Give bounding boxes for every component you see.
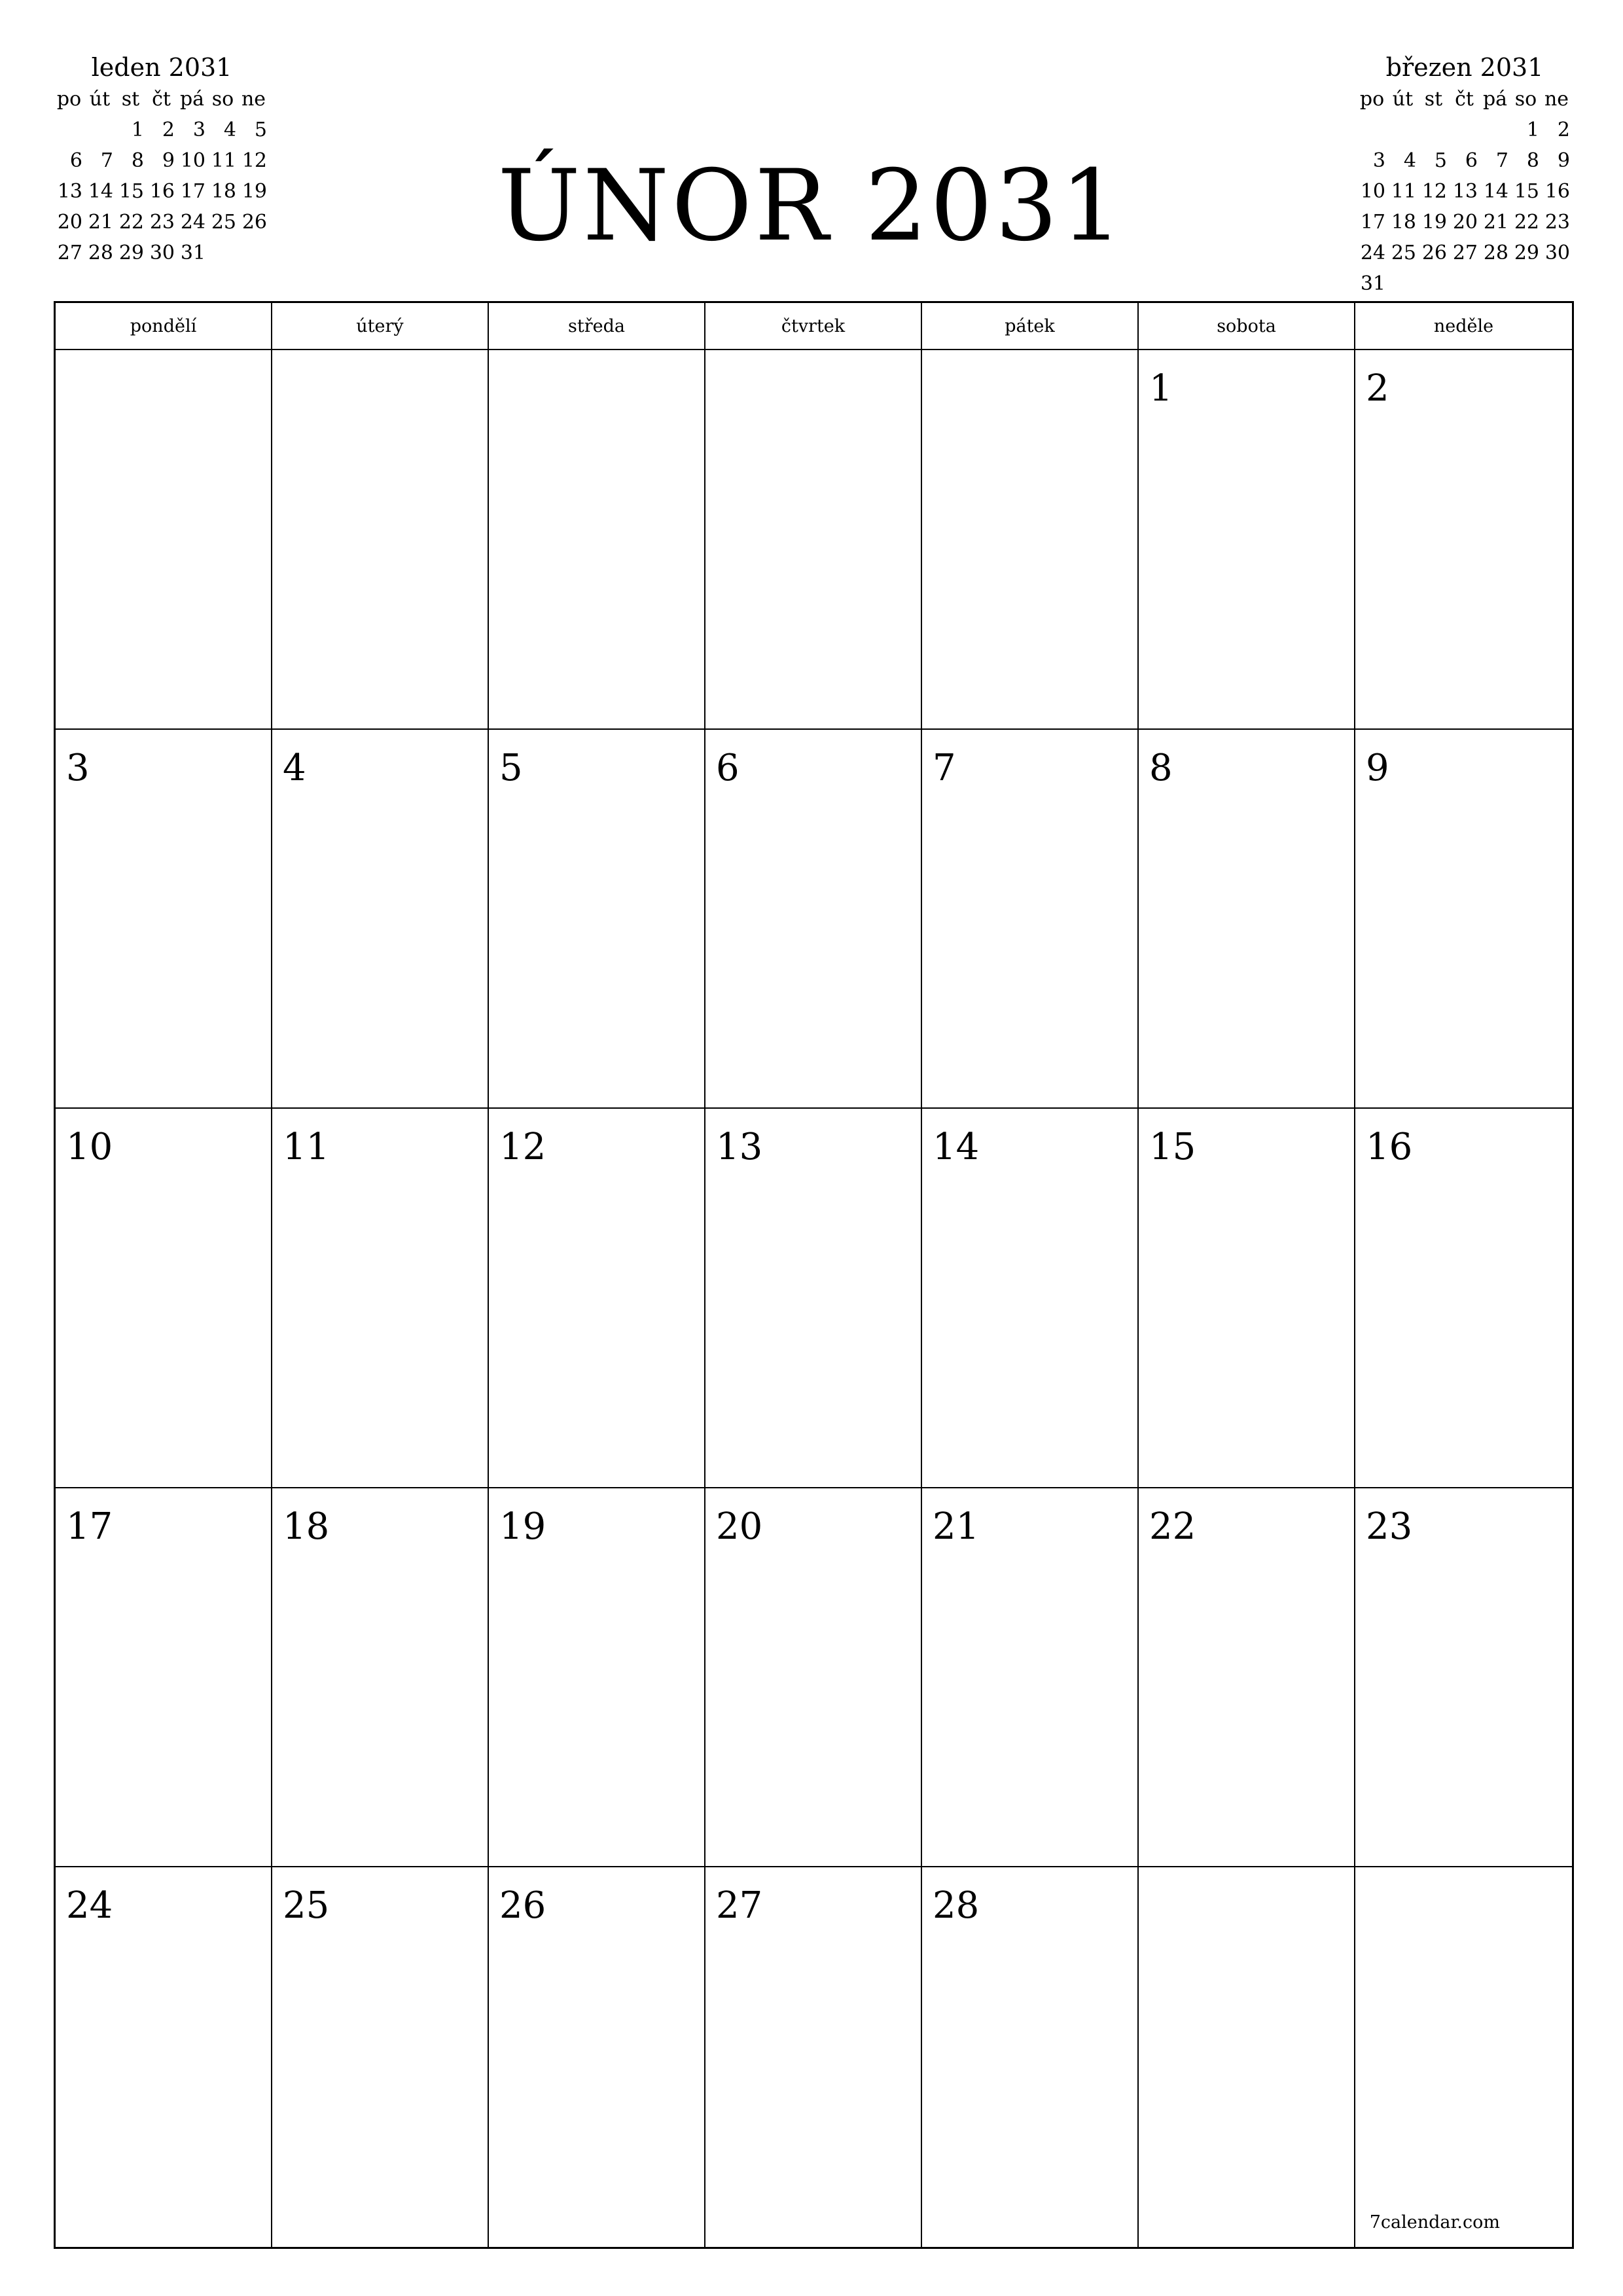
weekday-header: pondělí — [56, 303, 272, 350]
day-cell[interactable] — [922, 1488, 1139, 1868]
mini-day: 7 — [100, 149, 113, 172]
day-cell[interactable] — [489, 1109, 705, 1488]
day-number: 4 — [283, 746, 306, 789]
mini-day: 6 — [69, 149, 82, 172]
day-cell[interactable] — [56, 730, 272, 1109]
mini-day: 14 — [88, 180, 113, 203]
mini-day: 10 — [180, 149, 205, 172]
mini-calendar-next-month — [1357, 51, 1573, 299]
mini-day: 9 — [162, 149, 175, 172]
mini-day: 31 — [180, 242, 205, 264]
mini-day: 16 — [1544, 180, 1570, 203]
mini-day: 17 — [180, 180, 205, 203]
mini-day: 8 — [131, 149, 144, 172]
mini-day: 25 — [1391, 242, 1416, 264]
mini-day: 27 — [1452, 242, 1478, 264]
mini-day: 3 — [1372, 149, 1385, 172]
day-cell[interactable] — [1355, 1109, 1572, 1488]
mini-day: 4 — [1403, 149, 1416, 172]
mini-calendar-grid — [1357, 84, 1573, 299]
mini-day: 29 — [118, 242, 144, 264]
day-number: 21 — [933, 1505, 980, 1548]
mini-weekday-header: st — [121, 88, 140, 111]
mini-weekday-header: čt — [152, 88, 171, 111]
day-number: 5 — [499, 746, 523, 789]
day-cell[interactable] — [922, 350, 1139, 730]
mini-day: 29 — [1514, 242, 1539, 264]
day-cell[interactable] — [272, 1867, 489, 2247]
day-number: 10 — [66, 1126, 113, 1169]
mini-weekday-header: pá — [1482, 88, 1508, 111]
day-cell[interactable] — [1355, 350, 1572, 730]
mini-day: 22 — [118, 211, 144, 234]
mini-day: 11 — [211, 149, 236, 172]
weekday-header: čtvrtek — [705, 303, 922, 350]
mini-day: 11 — [1391, 180, 1416, 203]
day-number: 8 — [1149, 746, 1173, 789]
day-number: 24 — [66, 1884, 113, 1928]
mini-day: 18 — [1391, 211, 1416, 234]
mini-day: 26 — [1421, 242, 1447, 264]
mini-day: 7 — [1495, 149, 1508, 172]
day-cell[interactable] — [1355, 730, 1572, 1109]
mini-day: 25 — [211, 211, 236, 234]
mini-weekday-header: so — [211, 88, 234, 111]
mini-day — [1480, 115, 1510, 145]
day-number: 25 — [283, 1884, 330, 1928]
mini-day — [1418, 115, 1449, 145]
mini-day: 31 — [1360, 272, 1385, 295]
mini-day: 21 — [88, 211, 113, 234]
mini-day: 10 — [1360, 180, 1385, 203]
day-number: 2 — [1366, 367, 1389, 410]
mini-day: 30 — [1544, 242, 1570, 264]
day-cell[interactable] — [1139, 1109, 1355, 1488]
day-cell[interactable] — [922, 1867, 1139, 2247]
day-cell[interactable] — [56, 1867, 272, 2247]
mini-day: 13 — [1452, 180, 1478, 203]
day-cell[interactable] — [1139, 1867, 1355, 2247]
mini-calendar-title: březen 2031 — [1385, 53, 1544, 82]
mini-day: 12 — [241, 149, 267, 172]
day-number: 14 — [933, 1126, 980, 1169]
weekday-header: neděle — [1355, 303, 1572, 350]
day-number: 22 — [1149, 1505, 1196, 1548]
mini-day: 23 — [149, 211, 175, 234]
mini-day: 28 — [88, 242, 113, 264]
day-number: 11 — [283, 1126, 330, 1169]
mini-day: 14 — [1483, 180, 1508, 203]
day-cell[interactable] — [56, 350, 272, 730]
mini-day: 28 — [1483, 242, 1508, 264]
day-number: 3 — [66, 746, 90, 789]
day-cell[interactable] — [56, 1109, 272, 1488]
mini-calendar-previous-month — [54, 51, 270, 268]
mini-day: 19 — [1421, 211, 1447, 234]
mini-day — [1449, 115, 1480, 145]
day-cell[interactable] — [489, 1867, 705, 2247]
day-cell[interactable] — [705, 1867, 922, 2247]
mini-day: 6 — [1465, 149, 1478, 172]
day-cell[interactable] — [705, 350, 922, 730]
page-title: ÚNOR 2031 — [497, 149, 1126, 263]
mini-weekday-header: ne — [241, 88, 266, 111]
mini-weekday-header: čt — [1455, 88, 1474, 111]
mini-weekday-header: út — [1392, 88, 1414, 111]
mini-day: 1 — [131, 118, 144, 141]
mini-day: 2 — [1557, 118, 1570, 141]
weekday-header: sobota — [1139, 303, 1355, 350]
mini-calendar-grid — [54, 84, 270, 268]
mini-weekday-header: po — [1359, 88, 1385, 111]
mini-day — [54, 115, 84, 145]
mini-day: 16 — [149, 180, 175, 203]
day-number: 1 — [1149, 367, 1173, 410]
mini-weekday-header: ne — [1544, 88, 1569, 111]
mini-day: 20 — [1452, 211, 1478, 234]
mini-day: 27 — [57, 242, 82, 264]
weekday-header: úterý — [272, 303, 489, 350]
mini-day — [84, 115, 115, 145]
mini-day: 19 — [241, 180, 267, 203]
mini-day: 8 — [1526, 149, 1539, 172]
mini-day: 13 — [57, 180, 82, 203]
mini-day: 18 — [211, 180, 236, 203]
day-number: 13 — [716, 1126, 763, 1169]
month-grid — [54, 301, 1574, 2249]
day-cell[interactable] — [489, 350, 705, 730]
day-cell[interactable] — [1139, 730, 1355, 1109]
day-number: 7 — [933, 746, 956, 789]
mini-day: 26 — [241, 211, 267, 234]
day-number: 26 — [499, 1884, 546, 1928]
day-cell[interactable] — [489, 1488, 705, 1868]
day-number: 27 — [716, 1884, 763, 1928]
mini-day: 23 — [1544, 211, 1570, 234]
mini-day: 22 — [1514, 211, 1539, 234]
mini-day: 5 — [1434, 149, 1447, 172]
mini-day: 30 — [149, 242, 175, 264]
day-cell[interactable] — [272, 1109, 489, 1488]
mini-day: 5 — [254, 118, 267, 141]
day-cell[interactable] — [56, 1488, 272, 1868]
mini-day: 17 — [1360, 211, 1385, 234]
day-cell[interactable] — [1139, 350, 1355, 730]
day-number: 28 — [933, 1884, 980, 1928]
mini-day: 20 — [57, 211, 82, 234]
mini-day: 24 — [1360, 242, 1385, 264]
mini-weekday-header: so — [1514, 88, 1537, 111]
mini-day — [1357, 115, 1387, 145]
day-number: 6 — [716, 746, 740, 789]
mini-day — [1387, 115, 1418, 145]
day-number: 9 — [1366, 746, 1389, 789]
day-number: 23 — [1366, 1505, 1413, 1548]
day-number: 15 — [1149, 1126, 1196, 1169]
day-number: 18 — [283, 1505, 330, 1548]
mini-weekday-header: út — [89, 88, 111, 111]
day-cell[interactable] — [1355, 1867, 1572, 2247]
day-cell[interactable] — [1355, 1488, 1572, 1868]
mini-day: 1 — [1526, 118, 1539, 141]
weekday-header: pátek — [922, 303, 1139, 350]
mini-weekday-header: po — [56, 88, 82, 111]
weekday-header: středa — [489, 303, 705, 350]
day-cell[interactable] — [705, 1109, 922, 1488]
day-cell[interactable] — [272, 730, 489, 1109]
mini-day: 21 — [1483, 211, 1508, 234]
mini-weekday-header: st — [1424, 88, 1443, 111]
mini-day: 9 — [1557, 149, 1570, 172]
mini-calendar-title: leden 2031 — [91, 53, 232, 82]
day-cell[interactable] — [705, 1488, 922, 1868]
day-number: 19 — [499, 1505, 546, 1548]
mini-day: 12 — [1421, 180, 1447, 203]
mini-day: 24 — [180, 211, 205, 234]
day-cell[interactable] — [272, 350, 489, 730]
day-number: 16 — [1366, 1126, 1413, 1169]
mini-day: 2 — [162, 118, 175, 141]
day-cell[interactable] — [922, 730, 1139, 1109]
day-number: 20 — [716, 1505, 763, 1548]
day-number: 17 — [66, 1505, 113, 1548]
footer-credit: 7calendar.com — [1369, 2212, 1500, 2233]
day-cell[interactable] — [489, 730, 705, 1109]
day-cell[interactable] — [1139, 1488, 1355, 1868]
day-cell[interactable] — [922, 1109, 1139, 1488]
mini-weekday-header: pá — [179, 88, 205, 111]
day-number: 12 — [499, 1126, 546, 1169]
mini-day: 4 — [223, 118, 236, 141]
mini-day: 15 — [118, 180, 144, 203]
mini-day: 15 — [1514, 180, 1539, 203]
day-cell[interactable] — [272, 1488, 489, 1868]
day-cell[interactable] — [705, 730, 922, 1109]
mini-day: 3 — [192, 118, 205, 141]
